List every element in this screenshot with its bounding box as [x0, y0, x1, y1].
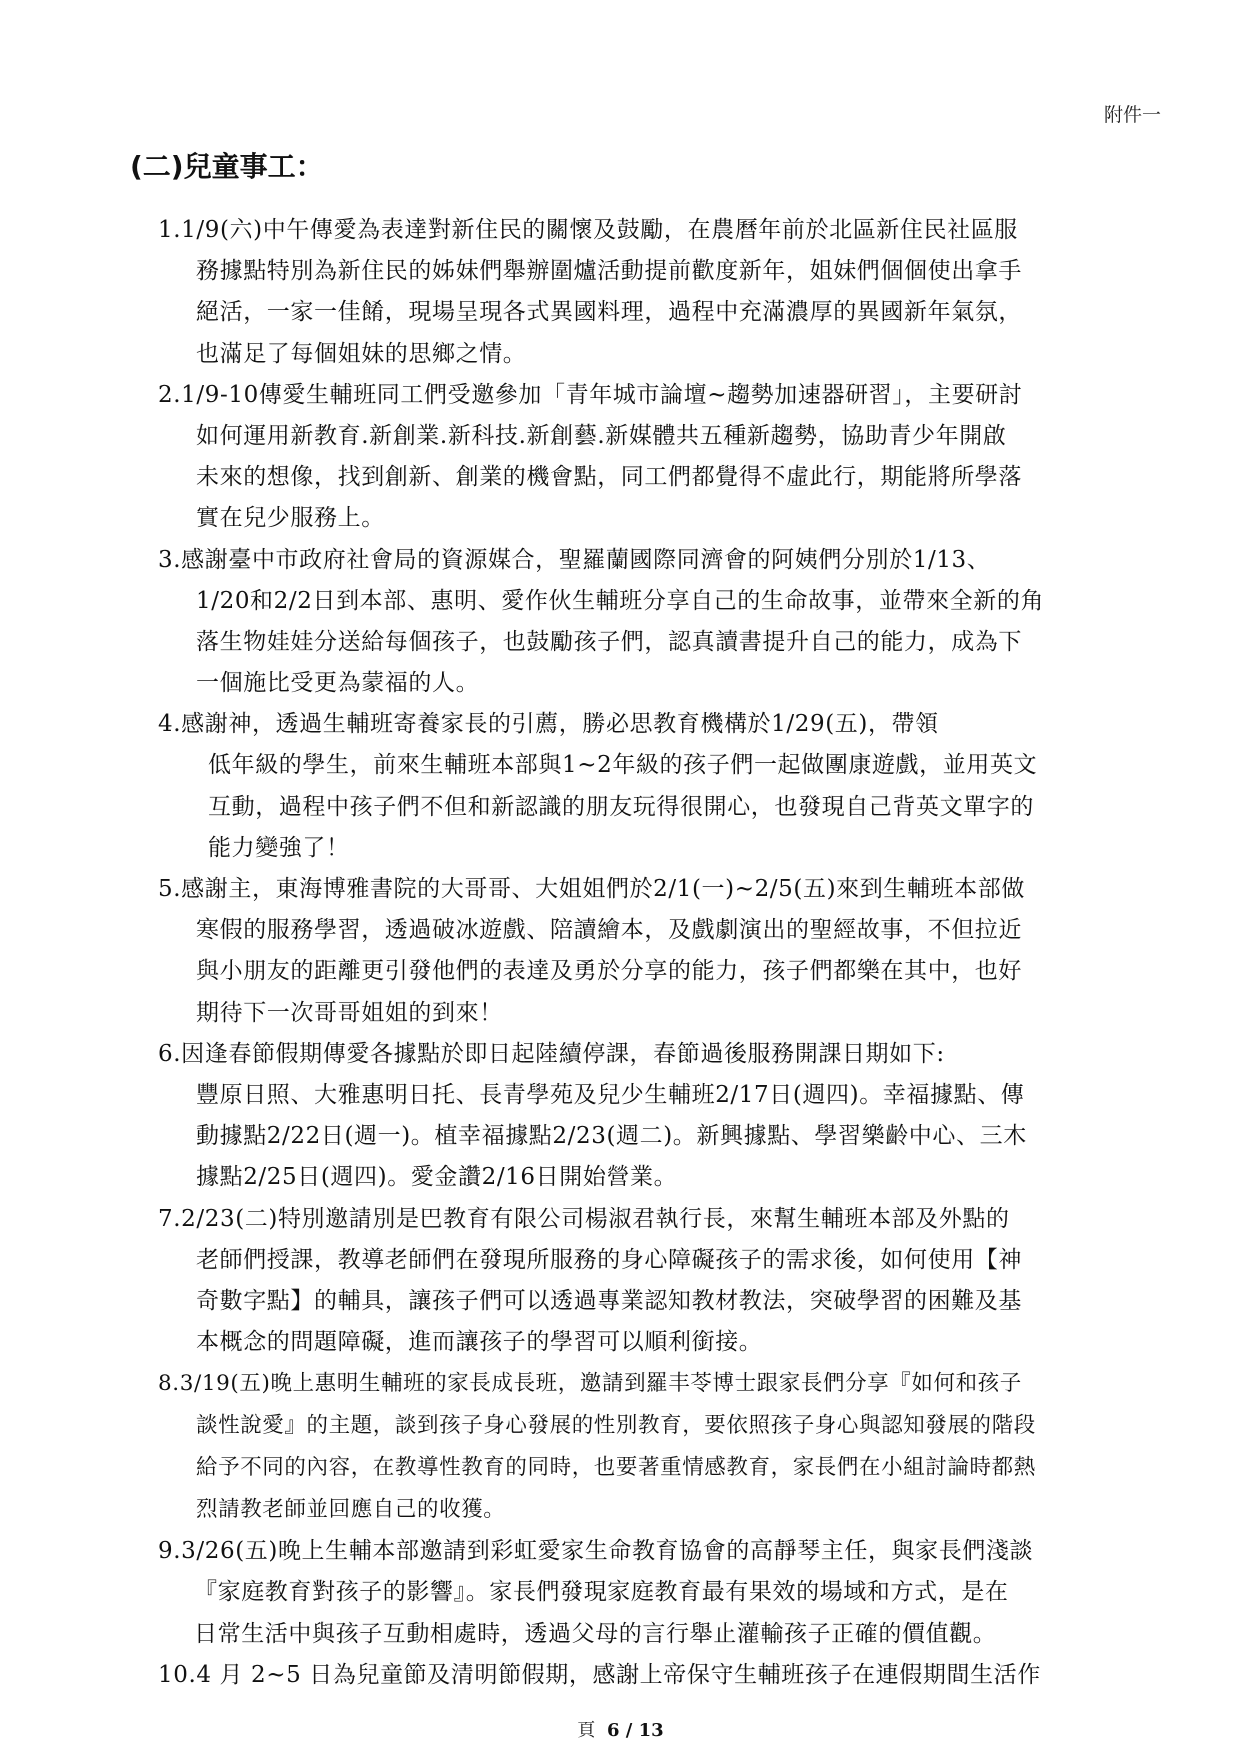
item-line: 互動，過程中孩子們不但和新認識的朋友玩得很開心，也發現自己背英文單字的 [208, 793, 1034, 820]
list-item [158, 1531, 1163, 1655]
page-prefix: 頁 [577, 1720, 596, 1741]
item-line: 也滿足了每個姐妹的思鄉之情。 [196, 340, 527, 367]
list-item [158, 540, 1163, 705]
item-line: 動據點2/22日(週一)。植幸福據點2/23(週二)。新興據點、學習樂齡中心、三木 [196, 1123, 1027, 1150]
item-first-line: 3.感謝臺中市政府社會局的資源媒合，聖羅蘭國際同濟會的阿姨們分別於1/13、 [158, 546, 991, 573]
list-item [158, 704, 1163, 869]
list-item [158, 1655, 1163, 1696]
item-line: 寒假的服務學習，透過破冰遊戲、陪讀繪本，及戲劇演出的聖經故事，不但拉近 [196, 917, 1022, 944]
item-line: 奇數字點】的輔具，讓孩子們可以透過專業認知教材教法，突破學習的困難及基 [196, 1287, 1022, 1314]
item-line: 期待下一次哥哥姐姐的到來！ [196, 999, 503, 1026]
item-first-line: 1.1/9(六)中午傳愛為表達對新住民的關懷及鼓勵，在農曆年前於北區新住民社區服 [158, 217, 1018, 243]
list-item [158, 1034, 1163, 1199]
list-item [158, 210, 1163, 375]
item-line: 與小朋友的距離更引發他們的表達及勇於分享的能力，孩子們都樂在其中，也好 [196, 958, 1022, 985]
list-item [158, 375, 1163, 540]
item-line: 本概念的問題障礙，進而讓孩子的學習可以順利銜接。 [196, 1329, 763, 1356]
item-first-line: 10.4 月 2~5 日為兒童節及清明節假期，感謝上帝保守生輔班孩子在連假期間生活作 [158, 1661, 1041, 1688]
section-title: (二)兒童事工： [130, 150, 324, 183]
page-footer [0, 1716, 1241, 1742]
page-number: 6 / 13 [607, 1720, 664, 1741]
item-first-line: 4.感謝神，透過生輔班寄養家長的引薦，勝必思教育機構於1/29(五)，帶領 [158, 711, 939, 738]
item-first-line: 8.3/19(五)晚上惠明生輔班的家長成長班，邀請到羅丰苓博士跟家長們分享『如何和孩子 [158, 1371, 1022, 1397]
item-line: 日常生活中與孩子互動相處時，透過父母的言行舉止灌輸孩子正確的價值觀。 [194, 1620, 997, 1647]
item-first-line: 2.1/9-10傳愛生輔班同工們受邀參加「青年城市論壇~趨勢加速器研習」，主要研討 [158, 381, 1023, 408]
item-line: 如何運用新教育.新創業.新科技.新創藝.新媒體共五種新趨勢，協助青少年開啟 [196, 422, 1007, 449]
item-line: 絕活，一家一佳餚，現場呈現各式異國料理，過程中充滿濃厚的異國新年氣氛， [196, 299, 1022, 326]
item-line: 務據點特別為新住民的姊妹們舉辦圍爐活動提前歡度新年，姐妹們個個使出拿手 [196, 258, 1022, 285]
list-item [158, 1363, 1163, 1531]
item-line: 低年級的學生，前來生輔班本部與1~2年級的孩子們一起做團康遊戲，並用英文 [208, 752, 1038, 779]
item-line: 能力變強了！ [208, 834, 350, 861]
item-line: 老師們授課，教導老師們在發現所服務的身心障礙孩子的需求後，如何使用【神 [196, 1246, 1022, 1273]
item-first-line: 9.3/26(五)晚上生輔本部邀請到彩虹愛家生命教育協會的高靜琴主任，與家長們淺談 [158, 1538, 1034, 1565]
item-line: 實在兒少服務上。 [196, 505, 385, 532]
list-item [158, 1199, 1163, 1364]
item-line: 未來的想像，找到創新、創業的機會點，同工們都覺得不虛此行，期能將所學落 [196, 464, 1022, 491]
item-line: 談性說愛』的主題，談到孩子身心發展的性別教育，要依照孩子身心與認知發展的階段 [196, 1413, 1036, 1439]
item-line: 1/20和2/2日到本部、惠明、愛作伙生輔班分享自己的生命故事，並帶來全新的角 [196, 587, 1045, 614]
item-line: 給予不同的內容，在教導性教育的同時，也要著重情感教育，家長們在小組討論時都熱 [196, 1455, 1036, 1481]
item-line: 據點2/25日(週四)。愛金讚2/16日開始營業。 [196, 1164, 678, 1191]
item-line: 烈請教老師並回應自己的收獲。 [196, 1497, 506, 1523]
item-first-line: 6.因逢春節假期傳愛各據點於即日起陸續停課，春節過後服務開課日期如下: [158, 1040, 945, 1067]
item-first-line: 7.2/23(二)特別邀請別是巴教育有限公司楊淑君執行長，來幫生輔班本部及外點的 [158, 1205, 1010, 1232]
list-item [158, 869, 1163, 1034]
item-line: 豐原日照、大雅惠明日托、長青學苑及兒少生輔班2/17日(週四)。幸福據點、傳 [196, 1081, 1025, 1108]
item-line: 一個施比受更為蒙福的人。 [196, 670, 480, 697]
item-line: 落生物娃娃分送給每個孩子，也鼓勵孩子們，認真讀書提升自己的能力，成為下 [196, 628, 1022, 655]
item-line: 『家庭教育對孩子的影響』。家長們發現家庭教育最有果效的場域和方式，是在 [194, 1579, 1009, 1606]
item-list [158, 210, 1163, 1696]
attachment-label: 附件一 [1103, 104, 1161, 126]
item-first-line: 5.感謝主，東海博雅書院的大哥哥、大姐姐們於2/1(一)~2/5(五)來到生輔班本部做 [158, 876, 1025, 902]
